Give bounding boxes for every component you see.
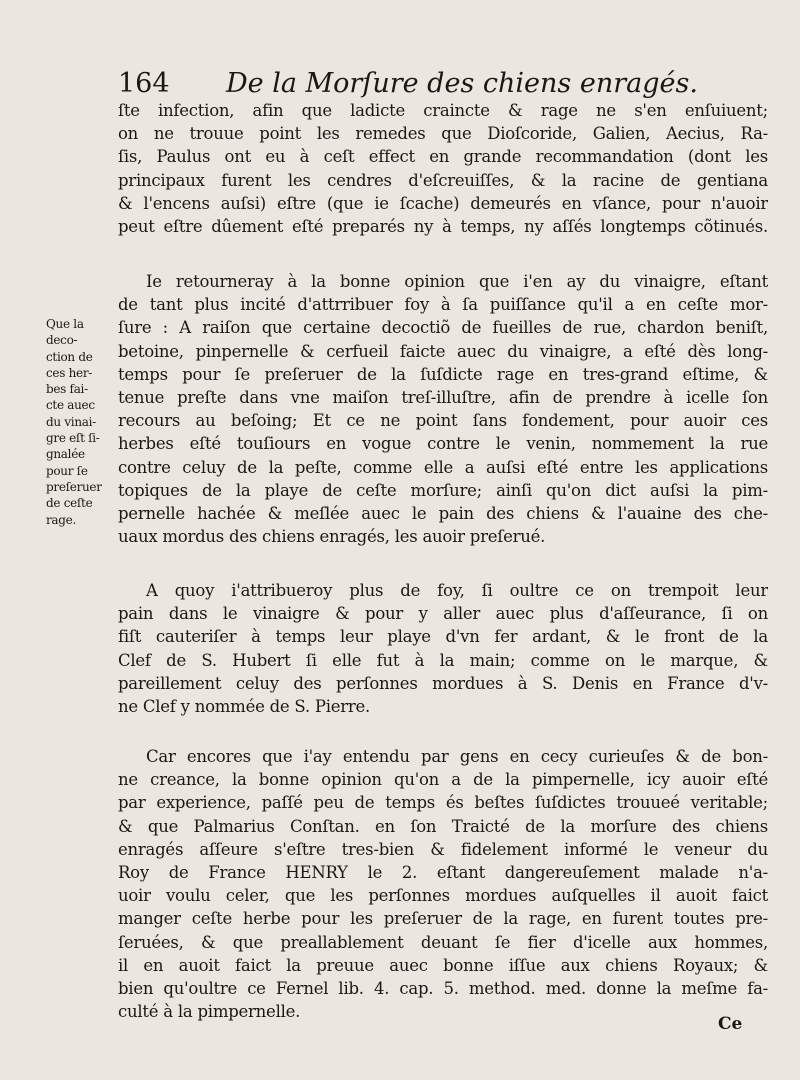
margin-line: Que la	[46, 317, 84, 331]
text-line: ne creance, la bonne opinion qu'on a de la pimpernelle, icy auoir eſté	[118, 770, 768, 790]
margin-line: de ceſte	[46, 496, 93, 511]
text-line: par experience, paſſé peu de temps és beſtes ſuſdictes trouueé veritable;	[118, 793, 768, 813]
text-line: enragés aſſeure s'eſtre tres-bien & fidelement informé le veneur du	[118, 839, 768, 859]
margin-line: gnalée	[46, 447, 85, 462]
margin-line: pour ſe	[46, 463, 88, 478]
paragraph-2	[118, 270, 768, 548]
text-line: culté à la pimpernelle.	[118, 1002, 301, 1022]
text-line: bien qu'oultre ce Fernel lib. 4. cap. 5. method. med. donne la meſme fa-	[118, 978, 768, 998]
text-line: ſte infection, afin que ladicte craincte & rage ne s'en enſuiuent;	[118, 101, 768, 120]
text-line: temps pour ſe preſeruer de la ſuſdicte rage en tres-grand eſtime, &	[118, 364, 768, 384]
text-line: fiſt cauteriſer à temps leur playe d'vn fer ardant, & le front de la	[118, 627, 768, 647]
margin-line: ction de	[46, 349, 93, 364]
text-line: contre celuy de la peſte, comme elle a auſsi eſté entre les applications	[118, 457, 768, 477]
margin-line: ces her-	[46, 365, 93, 380]
text-line: Car encores que i'ay entendu par gens en cecy curieuſes & de bon-	[146, 747, 768, 766]
text-line: il en auoit faict la preuue auec bonne iſſue aux chiens Royaux; &	[118, 955, 768, 975]
running-title: De la Morſure des chiens enragés.	[226, 68, 698, 99]
margin-line: rage.	[46, 512, 76, 527]
text-line: de tant plus incité d'attrribuer foy à ſa puiſſance qu'il a en ceſte mor-	[118, 295, 768, 315]
text-line: uaux mordus des chiens enragés, les auoir preſerué.	[118, 527, 546, 547]
margin-line: du vinai-	[46, 414, 96, 429]
margin-note	[46, 316, 118, 528]
text-line: pain dans le vinaigre & pour y aller auec plus d'aſſeurance, ſi on	[118, 604, 768, 624]
margin-line: gre eſt ſi-	[46, 431, 100, 446]
text-line: herbes eſté touſiours en vogue contre le venin, nommement la rue	[118, 434, 768, 454]
margin-line: cte auec	[46, 398, 95, 413]
paragraph-4	[118, 745, 768, 1023]
text-line: betoine, pinpernelle & cerfueil faicte auec du vinaigre, a eſté dès long-	[118, 341, 768, 361]
text-line: ne Clef y nommée de S. Pierre.	[118, 696, 371, 716]
text-line: topiques de la playe de ceſte morſure; ainſi qu'on dict auſsi la pim-	[118, 480, 768, 500]
text-line: pernelle hachée & meſlée auec le pain des chiens & l'auaine des che-	[118, 503, 768, 523]
page-header	[118, 66, 698, 102]
text-line: manger ceſte herbe pour les preſeruer de la rage, en furent toutes pre-	[118, 909, 768, 929]
catchword: Ce	[718, 1014, 743, 1034]
page-number: 164	[118, 68, 170, 99]
text-line: & que Palmarius Conſtan. en ſon Traicté de la morſure des chiens	[118, 816, 768, 836]
text-line: on ne trouue point les remedes que Dioſcoride, Galien, Aecius, Ra-	[118, 124, 768, 144]
text-line: ſis, Paulus ont eu à ceſt effect en grande recommandation (dont les	[118, 147, 768, 167]
text-line: Clef de S. Hubert ſi elle fut à la main; comme on le marque, &	[118, 650, 768, 670]
text-line: & l'encens auſsi) eſtre (que ie ſcache) demeurés en vſance, pour n'auoir	[118, 193, 768, 213]
text-line: Roy de France HENRY le 2. eſtant dangereuſement malade n'a-	[118, 862, 768, 882]
paragraph-3	[118, 579, 768, 718]
text-line: A quoy i'attribueroy plus de foy, ſi oultre ce on trempoit leur	[146, 581, 768, 600]
paragraph-1	[118, 99, 768, 238]
margin-line: preſeruer	[46, 479, 102, 494]
margin-line: bes fai-	[46, 382, 88, 397]
text-line: uoir voulu celer, que les perſonnes mordues auſquelles il auoit faict	[118, 886, 768, 906]
text-line: recours au beſoing; Et ce ne point ſans fondement, pour auoir ces	[118, 411, 768, 431]
text-line: tenue preſte dans vne maiſon treſ-illuſtre, afin de prendre à icelle ſon	[118, 387, 768, 407]
text-line: ſeruées, & que preallablement deuant ſe fier d'icelle aux hommes,	[118, 932, 768, 952]
margin-line: deco-	[46, 333, 78, 348]
text-line: peut eſtre dûement eſté preparés ny à temps, ny aſſés longtemps cõtinués.	[118, 216, 768, 236]
text-line: pareillement celuy des perſonnes mordues à S. Denis en France d'v-	[118, 673, 768, 693]
text-line: Ie retourneray à la bonne opinion que i'en ay du vinaigre, eſtant	[146, 272, 768, 291]
text-line: principaux furent les cendres d'eſcreuiſſes, & la racine de gentiana	[118, 170, 768, 190]
text-line: ſure : A raiſon que certaine decoctiõ de fueilles de rue, chardon beniſt,	[118, 318, 768, 338]
